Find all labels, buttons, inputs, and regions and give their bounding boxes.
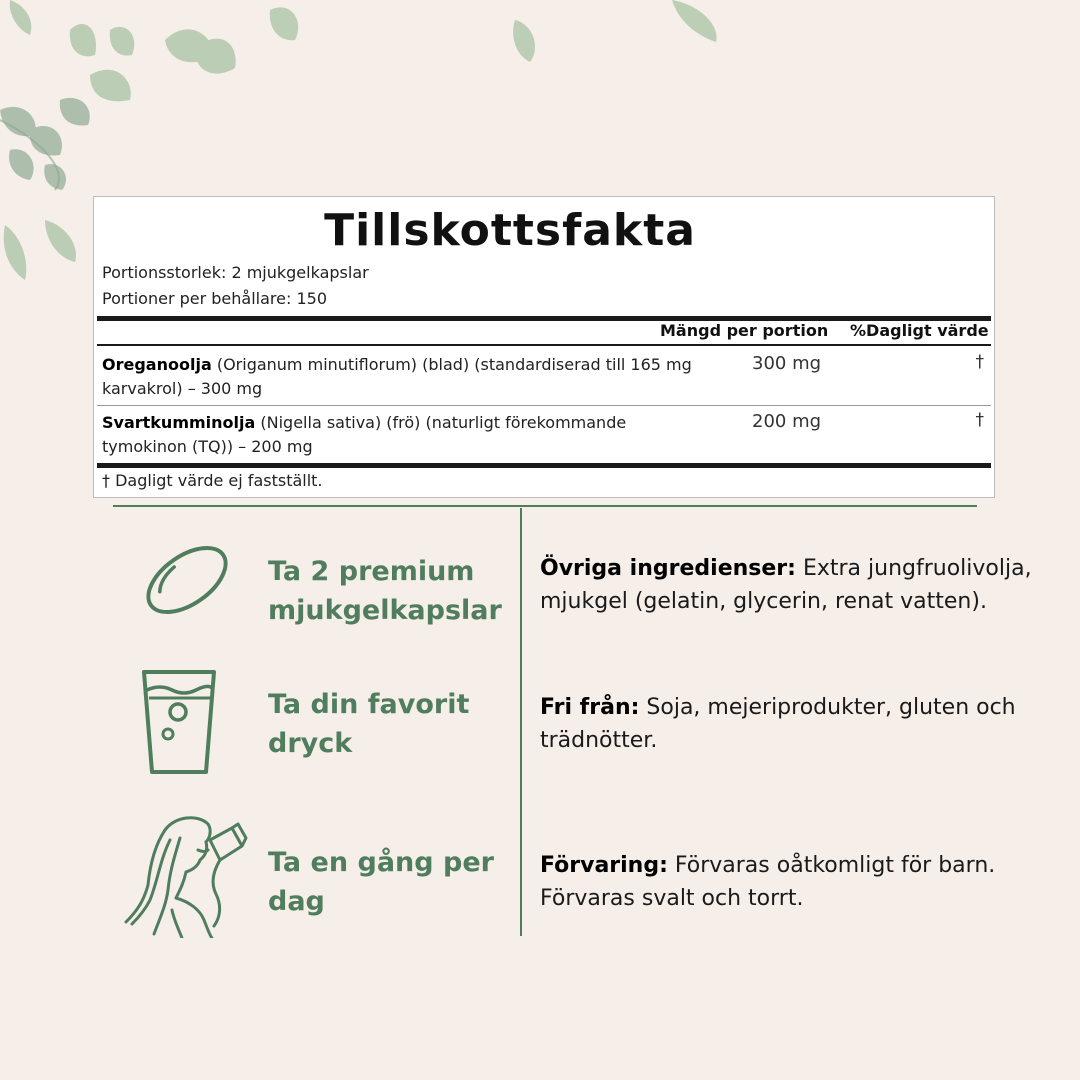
- thick-divider: [97, 463, 991, 468]
- free-from-text: Soja, mejeriprodukter, gluten och trädnötter.: [540, 695, 1016, 753]
- vertical-separator: [520, 508, 522, 936]
- softgel-capsule-icon: [140, 540, 235, 620]
- other-ingredients-label: Övriga ingredienser:: [540, 556, 796, 581]
- ingredient-amount: 200 mg: [752, 411, 822, 432]
- free-from: [540, 691, 1040, 757]
- other-ingredients-text: Extra jungfruolivolja, mjukgel (gelatin, glycerin, renat vatten).: [540, 556, 1032, 614]
- storage-text: Förvaras oåtkomligt för barn. Förvaras svalt och torrt.: [540, 853, 996, 911]
- ingredient-name: Svartkumminolja: [102, 413, 256, 432]
- step-take-capsules: Ta 2 premium mjukgelkapslar: [268, 556, 502, 626]
- horizontal-separator: [113, 505, 977, 507]
- ingredient-amount: 300 mg: [752, 353, 822, 374]
- serving-size: Portionsstorlek: 2 mjukgelkapslar: [102, 263, 369, 282]
- other-ingredients: [540, 552, 1040, 618]
- ingredient-row-name: [102, 411, 712, 459]
- amount-column-header: Mängd per portion: [660, 321, 829, 340]
- servings-per-container: Portioner per behållare: 150: [102, 289, 327, 308]
- header-divider: [97, 344, 991, 346]
- row-divider: [97, 405, 991, 406]
- free-from-label: Fri från:: [540, 695, 640, 720]
- footnote: † Dagligt värde ej fastställt.: [102, 471, 323, 490]
- ingredient-daily-value: †: [975, 410, 984, 430]
- storage: [540, 849, 1040, 915]
- ingredient-description: (Origanum minutiflorum) (blad) (standardiserad till 165 mg karvakrol) – 300 mg: [102, 355, 692, 398]
- ingredient-row-name: [102, 353, 712, 401]
- ingredient-description: (Nigella sativa) (frö) (naturligt förekommande tymokinon (TQ)) – 200 mg: [102, 413, 627, 456]
- daily-value-column-header: %Dagligt värde: [850, 321, 989, 340]
- ingredient-name: Oreganoolja: [102, 355, 212, 374]
- supplement-facts-panel: [93, 196, 995, 498]
- woman-drinking-icon: [120, 810, 270, 938]
- drink-glass-icon: [140, 668, 218, 778]
- step-favorite-drink: Ta din favorit dryck: [268, 689, 470, 759]
- facts-title: Tillskottsfakta: [324, 205, 696, 256]
- storage-label: Förvaring:: [540, 853, 668, 878]
- step-once-daily: Ta en gång per dag: [268, 847, 494, 917]
- ingredient-daily-value: †: [975, 352, 984, 372]
